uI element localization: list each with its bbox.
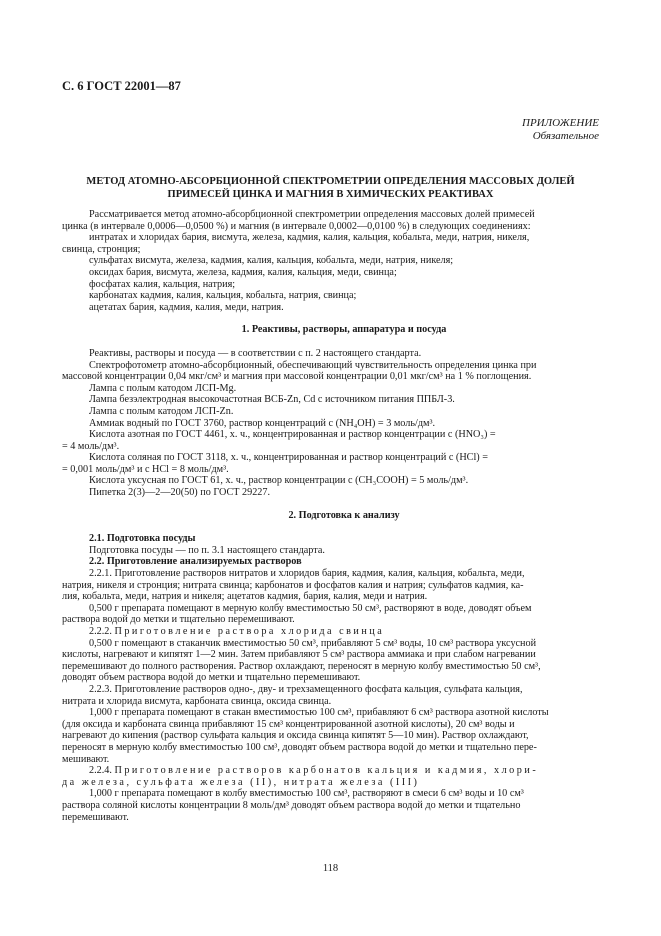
body-line: Спектрофотометр атомно-абсорбционный, обеспечивающий чувствительность определения цинка при bbox=[89, 359, 537, 371]
body-line: 1,000 г препарата помещают в колбу вместимостью 100 см³, растворяют в смеси 6 см³ воды и 10 см³ bbox=[89, 788, 524, 800]
body-line: Лампа с полым катодом ЛСП-Mg. bbox=[89, 382, 237, 394]
body-line: кислоты, нагревают и кипятят 1—2 мин. Затем прибавляют 5 см³ раствора аммиака и при слабом нагревании bbox=[62, 649, 536, 661]
body-line: = 4 моль/дм³. bbox=[62, 440, 120, 452]
body-line: Кислота азотная по ГОСТ 4461, х. ч., концентрированная и раствор концентрации c (HNO₃) = bbox=[89, 429, 496, 441]
body-line: 2.2.1. Приготовление растворов нитратов и хлоридов бария, кадмия, калия, кальция, кобальта, меди, bbox=[89, 568, 525, 580]
appendix-note: Обязательное bbox=[532, 130, 599, 142]
section-heading: 2. Подготовка к анализу bbox=[288, 509, 400, 521]
document-title bbox=[70, 175, 591, 201]
body-line: Кислота уксусная по ГОСТ 61, х. ч., раствор концентрации c (CH₃COOH) = 5 моль/дм³. bbox=[89, 475, 469, 487]
body-line: ацетатах бария, кадмия, калия, меди, натрия. bbox=[89, 301, 284, 313]
body-line: фосфатах калия, кальция, натрия; bbox=[89, 278, 236, 290]
clause-number: 2.2.4. bbox=[89, 765, 112, 777]
title-line: ПРИМЕСЕЙ ЦИНКА И МАГНИЯ В ХИМИЧЕСКИХ РЕАКТИВАХ bbox=[167, 189, 494, 200]
body-line: нитрата и хлорида висмута, карбоната свинца, оксида свинца. bbox=[62, 695, 332, 707]
subsection-line bbox=[89, 626, 599, 638]
page-header: С. 6 ГОСТ 22001—87 bbox=[62, 79, 181, 93]
body-line: перемешивают. bbox=[62, 811, 129, 823]
section-heading: 1. Реактивы, растворы, аппаратура и посуда bbox=[241, 324, 447, 336]
body-line: свинца, стронция; bbox=[62, 243, 141, 255]
body-line: интратах и хлоридах бария, висмута, железа, кадмия, калия, кальция, кобальта, меди, натрия, никеля, bbox=[89, 232, 530, 244]
body-line: цинка (в интервале 0,0006—0,0500 %) и магния (в интервале 0,0002—0,0100 %) в следующих соединениях: bbox=[62, 220, 531, 232]
body-line: 0,500 г препарата помещают в мерную колбу вместимостью 50 см³, растворяют в воде, доводят объем bbox=[89, 602, 532, 614]
clause-title: да железа, сульфата железа (II), нитрата железа (III) bbox=[62, 776, 420, 788]
subsection-title: 2.2. Приготовление анализируемых растворов bbox=[89, 556, 302, 568]
body-line: Кислота соляная по ГОСТ 3118, х. ч., концентрированная и раствор концентраций c (HCl) = bbox=[89, 452, 488, 464]
body-line: (для оксида и карбоната свинца прибавляют 15 см³ концентрированной азотной кислоты), 20 см³ воды и bbox=[62, 718, 515, 730]
body-line: доводят объем раствора водой до метки и тщательно перемешивают. bbox=[62, 672, 361, 684]
body-line: оксидах бария, висмута, железа, кадмия, калия, кальция, меди, свинца; bbox=[89, 266, 397, 278]
body-line: натрия, никеля и стронция; нитрата свинца; карбонатов и фосфатов калия и натрия; сульфатов кадмия, ка- bbox=[62, 579, 524, 591]
body-line: 2.2.3. Приготовление растворов одно-, дву- и трехзамещенного фосфата кальция, сульфата кальция, bbox=[89, 683, 523, 695]
body-line: лия, кобальта, меди, натрия и никеля; ацетатов кадмия, бария, калия, меди и натрия. bbox=[62, 591, 428, 603]
body-line: Подготовка посуды — по п. 3.1 настоящего стандарта. bbox=[89, 544, 325, 556]
body-line: нагревают до кипения (раствор сульфата кальция и оксида свинца кипятят 5—10 мин). Раствор охлаждают, bbox=[62, 730, 529, 742]
clause-title: Приготовление раствора хлорида свинца bbox=[114, 626, 385, 637]
body-line: 0,500 г помещают в стаканчик вместимостью 50 см³, прибавляют 5 см³ воды, 10 см³ раствора уксусной bbox=[89, 637, 537, 649]
body-line: массовой концентрации 0,04 мкг/см³ и магния при массовой концентрации 0,01 мкг/см³ на 1 % поглощения. bbox=[62, 371, 532, 383]
body-line: = 0,001 моль/дм³ и c HCl = 8 моль/дм³. bbox=[62, 463, 229, 475]
body-line: перемешивают до полного растворения. Раствор охлаждают, переносят в мерную колбу вместимостью 50 см³, bbox=[62, 660, 541, 672]
body-line: переносят в мерную колбу вместимостью 100 см³, доводят объем раствора водой до метки и тщательно пере- bbox=[62, 741, 537, 753]
body-line: Реактивы, растворы и посуда — в соответствии с п. 2 настоящего стандарта. bbox=[89, 347, 422, 359]
clause-title: Приготовление растворов карбонатов кальция и кадмия, хлори- bbox=[114, 765, 539, 777]
body-line: раствора водой до метки и тщательно перемешивают. bbox=[62, 614, 295, 626]
body-line: Пипетка 2(3)—2—20(50) по ГОСТ 29227. bbox=[89, 487, 271, 499]
clause-number: 2.2.2. bbox=[89, 626, 112, 637]
body-line: Лампа с полым катодом ЛСП-Zn. bbox=[89, 405, 234, 417]
appendix-label bbox=[522, 117, 599, 143]
body-line: Аммиак водный по ГОСТ 3760, раствор концентраций c (NH₄OH) = 3 моль/дм³. bbox=[89, 417, 436, 429]
body-line: сульфатах висмута, железа, кадмия, калия, кальция, кобальта, меди, натрия, никеля; bbox=[89, 255, 454, 267]
document-body bbox=[62, 209, 599, 823]
body-line: Рассматривается метод атомно-абсорбционной спектрометрии определения массовых долей примесей bbox=[89, 209, 535, 220]
body-line: раствора соляной кислоты концентрации 8 моль/дм³ доводят объем раствора водой до метки и тщательно bbox=[62, 799, 521, 811]
body-line: 1,000 г препарата помещают в стакан вместимостью 100 см³, прибавляют 6 см³ раствора азотной кислоты bbox=[89, 707, 549, 719]
page-number: 118 bbox=[322, 863, 339, 874]
appendix-title: ПРИЛОЖЕНИЕ bbox=[522, 117, 599, 129]
body-line: мешивают. bbox=[62, 753, 110, 765]
subsection-title: 2.1. Подготовка посуды bbox=[89, 533, 196, 545]
subsection-line bbox=[89, 765, 599, 777]
body-line: карбонатах кадмия, калия, кальция, кобальта, натрия, свинца; bbox=[89, 290, 357, 302]
body-line: Лампа безэлектродная высокочастотная ВСБ-Zn, Cd с источником питания ППБЛ-3. bbox=[89, 394, 455, 406]
title-line: МЕТОД АТОМНО-АБСОРБЦИОННОЙ СПЕКТРОМЕТРИИ ОПРЕДЕЛЕНИЯ МАССОВЫХ ДОЛЕЙ bbox=[86, 176, 575, 187]
